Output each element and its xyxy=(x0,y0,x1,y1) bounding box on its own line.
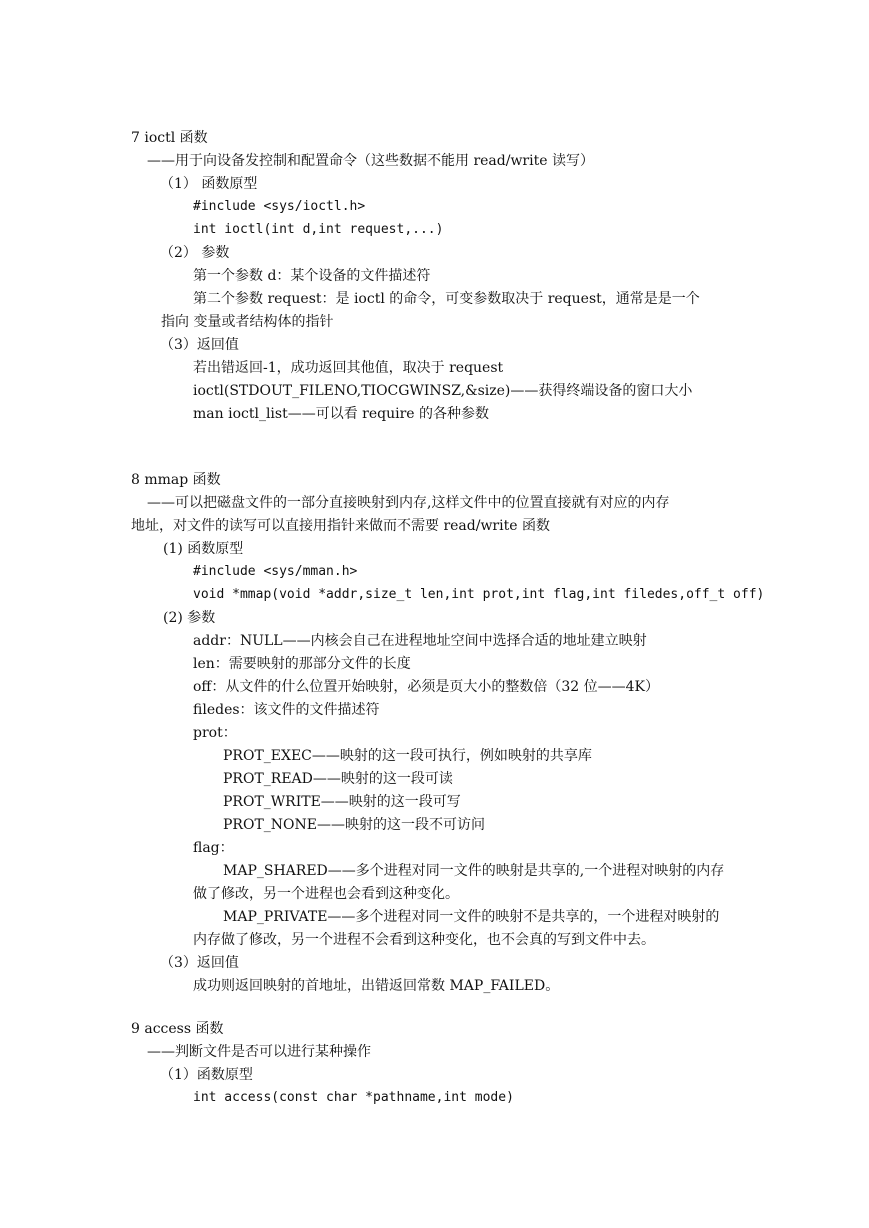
code-line: #include <sys/ioctl.h> xyxy=(193,199,366,214)
code-line: #include <sys/mman.h> xyxy=(193,564,358,579)
param-text: prot： xyxy=(193,725,237,741)
section-heading: 8 mmap 函数 xyxy=(131,472,221,488)
param-text: off：从文件的什么位置开始映射，必须是页大小的整数倍（32 位——4K） xyxy=(193,679,660,695)
flag-option: 做了修改，另一个进程也会看到这种变化。 xyxy=(193,886,459,902)
subsection-label: （3）返回值 xyxy=(160,337,239,353)
param-text: addr：NULL——内核会自己在进程地址空间中选择合适的地址建立映射 xyxy=(193,633,647,649)
prot-option: PROT_READ——映射的这一段可读 xyxy=(223,771,453,787)
section-summary: ——用于向设备发控制和配置命令（这些数据不能用 read/write 读写） xyxy=(147,153,594,169)
return-text: 若出错返回-1，成功返回其他值，取决于 request xyxy=(193,360,504,376)
section-summary: ——可以把磁盘文件的一部分直接映射到内存,这样文件中的位置直接就有对应的内存 xyxy=(147,495,670,511)
param-text: filedes：该文件的文件描述符 xyxy=(193,702,380,718)
subsection-label: （2） 参数 xyxy=(160,245,230,261)
flag-option: MAP_SHARED——多个进程对同一文件的映射是共享的,一个进程对映射的内存 xyxy=(223,863,725,879)
subsection-label: (2) 参数 xyxy=(163,610,216,626)
param-text: len：需要映射的那部分文件的长度 xyxy=(193,656,411,672)
subsection-label: (1) 函数原型 xyxy=(163,541,244,557)
param-text: 第一个参数 d：某个设备的文件描述符 xyxy=(193,268,431,284)
subsection-label: （3）返回值 xyxy=(160,955,239,971)
param-text: 第二个参数 request：是 ioctl 的命令，可变参数取决于 request，通常是是一个 xyxy=(193,291,700,307)
code-line: int ioctl(int d,int request,...) xyxy=(193,222,444,237)
return-text: ioctl(STDOUT_FILENO,TIOCGWINSZ,&size)——获得终端设备的窗口大小 xyxy=(193,383,693,399)
section-heading: 9 access 函数 xyxy=(131,1021,224,1037)
section-heading: 7 ioctl 函数 xyxy=(131,130,208,146)
prot-option: PROT_EXEC——映射的这一段可执行，例如映射的共享库 xyxy=(223,748,592,764)
return-text: 成功则返回映射的首地址，出错返回常数 MAP_FAILED。 xyxy=(193,978,560,994)
prot-option: PROT_NONE——映射的这一段不可访问 xyxy=(223,817,485,833)
section-summary: 地址，对文件的读写可以直接用指针来做而不需要 read/write 函数 xyxy=(131,518,550,534)
subsection-label: （1） 函数原型 xyxy=(160,176,258,192)
flag-option: 内存做了修改，另一个进程不会看到这种变化，也不会真的写到文件中去。 xyxy=(193,932,655,948)
code-line: void *mmap(void *addr,size_t len,int prot,int flag,int filedes,off_t off) xyxy=(193,587,765,602)
prot-option: PROT_WRITE——映射的这一段可写 xyxy=(223,794,461,810)
param-text: 指向 变量或者结构体的指针 xyxy=(161,314,334,330)
code-line: int access(const char *pathname,int mode) xyxy=(193,1090,514,1105)
flag-option: MAP_PRIVATE——多个进程对同一文件的映射不是共享的，一个进程对映射的 xyxy=(223,909,720,925)
subsection-label: （1）函数原型 xyxy=(160,1067,253,1083)
param-text: flag： xyxy=(193,840,234,856)
section-summary: ——判断文件是否可以进行某种操作 xyxy=(147,1044,371,1060)
return-text: man ioctl_list——可以看 require 的各种参数 xyxy=(193,406,490,422)
